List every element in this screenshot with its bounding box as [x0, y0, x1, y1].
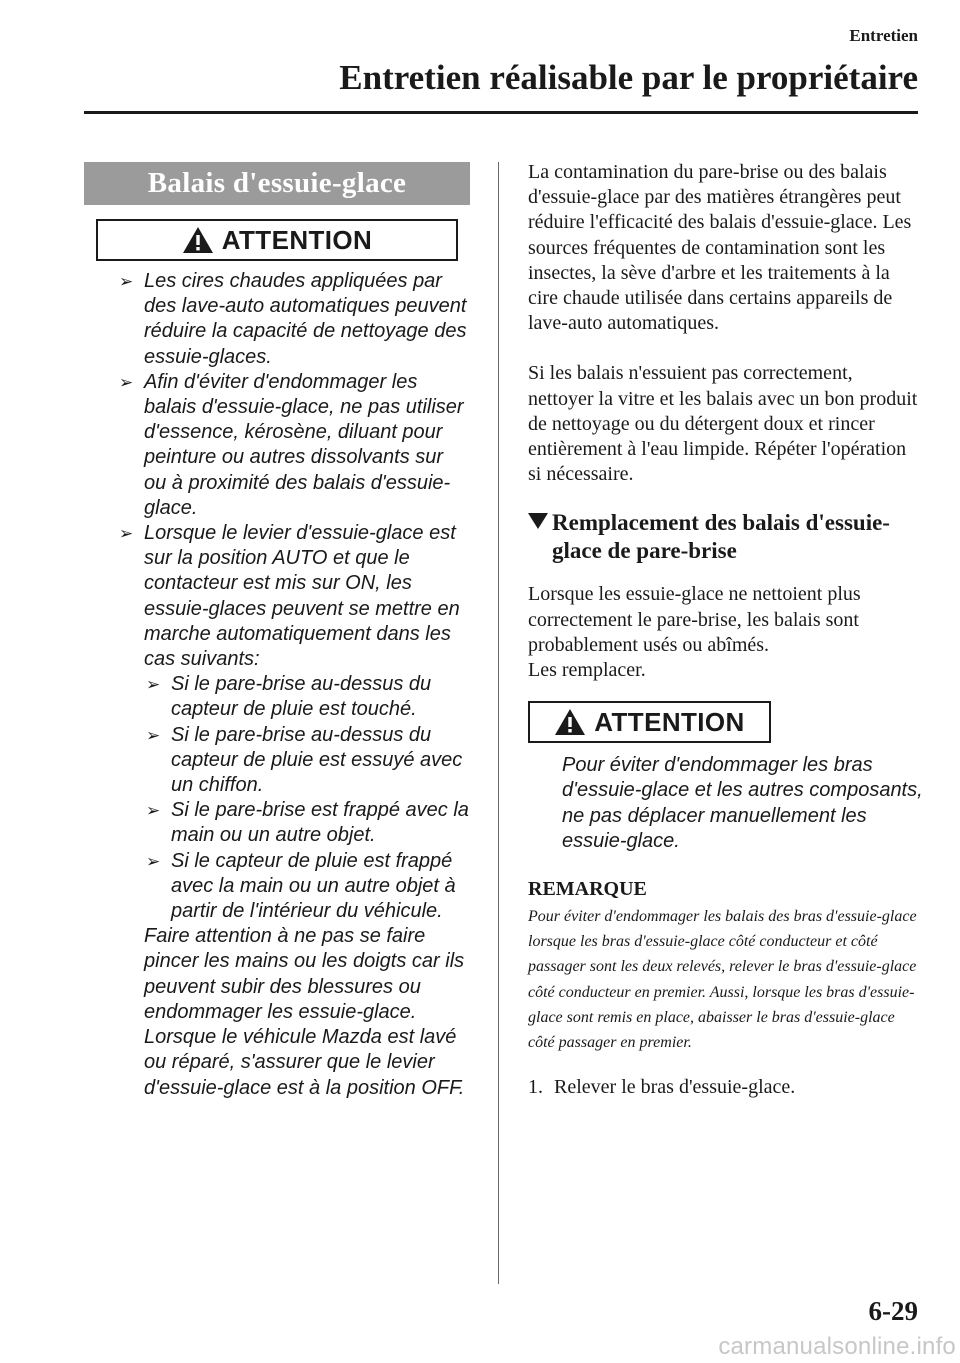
- attention-label: ATTENTION: [594, 706, 745, 737]
- page-number: 6-29: [868, 1296, 918, 1326]
- attention-text: Pour éviter d'endommager les bras d'essuie-glace et les autres composants, ne pas déplacer manuellement les essuie-glace.: [562, 754, 923, 852]
- step-text: Relever le bras d'essuie-glace.: [554, 1076, 796, 1099]
- left-column: [84, 162, 470, 1101]
- step-item: [528, 1075, 923, 1100]
- paragraph: La contamination du pare-brise ou des balais d'essuie-glace par des matières étrangères peut réduire l'efficacité des balais d'essuie-glace. Les sources fréquentes de contamination sont les insectes, la sève d'arbre et les traitements à la cire chaude utilisée dans certains appareils de lave-auto automatiques.: [528, 161, 912, 335]
- paragraph: Si les balais n'essuient pas correctement, nettoyer la vitre et les balais avec un bon produit de nettoyage ou du détergent doux et rincer entièrement à l'eau limpide. Répéter l'opération si nécessaire.: [528, 362, 918, 486]
- sub-list-item: ➢ Si le pare-brise au-dessus du capteur de pluie est essuyé avec un chiffon.: [144, 723, 470, 799]
- attention-bullet-list: [84, 269, 470, 924]
- note-text: Pour éviter d'endommager les balais des bras d'essuie-glace lorsque les bras d'essuie-glace côté conducteur et côté passager sont les deux relevés, relever le bras d'essuie-glace côté conducteur en premier. Aussi, lorsque les bras d'essuie-glace sont remis en place, abaisser le bras d'essuie-glace côté passager en premier.: [528, 908, 917, 1052]
- subheading-text: Remplacement des balais d'essuie-glace de pare-brise: [552, 510, 890, 564]
- sub-list-item: ➢ Si le capteur de pluie est frappé avec la main ou un autre objet à partir de l'intérieur du véhicule.: [144, 849, 470, 925]
- note-title: REMARQUE: [528, 878, 647, 901]
- page-title: Entretien réalisable par le propriétaire: [339, 58, 918, 97]
- section-title: Balais d'essuie-glace: [84, 162, 470, 205]
- header-rule: [84, 111, 918, 114]
- paragraph: Lorsque les essuie-glace ne nettoient plus correctement le pare-brise, les balais sont probablement usés ou abîmés.: [528, 583, 861, 656]
- attention-label: ATTENTION: [221, 224, 373, 255]
- subheading: [528, 509, 923, 565]
- sub-list-item: ➢ Si le pare-brise au-dessus du capteur de pluie est touché.: [144, 672, 470, 722]
- warning-triangle-icon: [554, 708, 586, 736]
- warning-triangle-icon: [182, 226, 214, 254]
- column-divider: [498, 162, 499, 1284]
- list-item: [84, 521, 470, 924]
- paragraph: Les remplacer.: [528, 659, 646, 682]
- attention-paragraph: Lorsque le véhicule Mazda est lavé ou réparé, s'assurer que le levier d'essuie-glace est à la position OFF.: [144, 1026, 465, 1099]
- sub-bullet-list: [144, 672, 470, 924]
- sub-list-item: ➢ Si le pare-brise est frappé avec la main ou un autre objet.: [144, 798, 470, 848]
- attention-box: [96, 219, 458, 261]
- watermark: carmanualsonline.info: [718, 1333, 956, 1360]
- attention-paragraph: Faire attention à ne pas se faire pincer les mains ou les doigts car ils peuvent subir des blessures ou endommager les essuie-glace.: [144, 925, 465, 1023]
- step-number: 1.: [528, 1076, 543, 1099]
- right-column: [528, 160, 923, 1100]
- down-triangle-icon: [528, 512, 548, 530]
- list-item-text: Lorsque le levier d'essuie-glace est sur la position AUTO et que le contacteur est mis sur ON, les essuie-glaces peuvent se mettre en marche automatiquement dans les cas suivants:: [144, 522, 460, 671]
- list-item: ➢ Afin d'éviter d'endommager les balais d'essuie-glace, ne pas utiliser d'essence, kérosène, diluant pour peinture ou autres dissolvants sur ou à proximité des balais d'essuie-glace.: [84, 370, 470, 521]
- list-item: ➢ Les cires chaudes appliquées par des lave-auto automatiques peuvent réduire la capacité de nettoyage des essuie-glaces.: [84, 269, 470, 370]
- attention-box: [528, 701, 771, 743]
- header-chapter: Entretien: [849, 26, 918, 45]
